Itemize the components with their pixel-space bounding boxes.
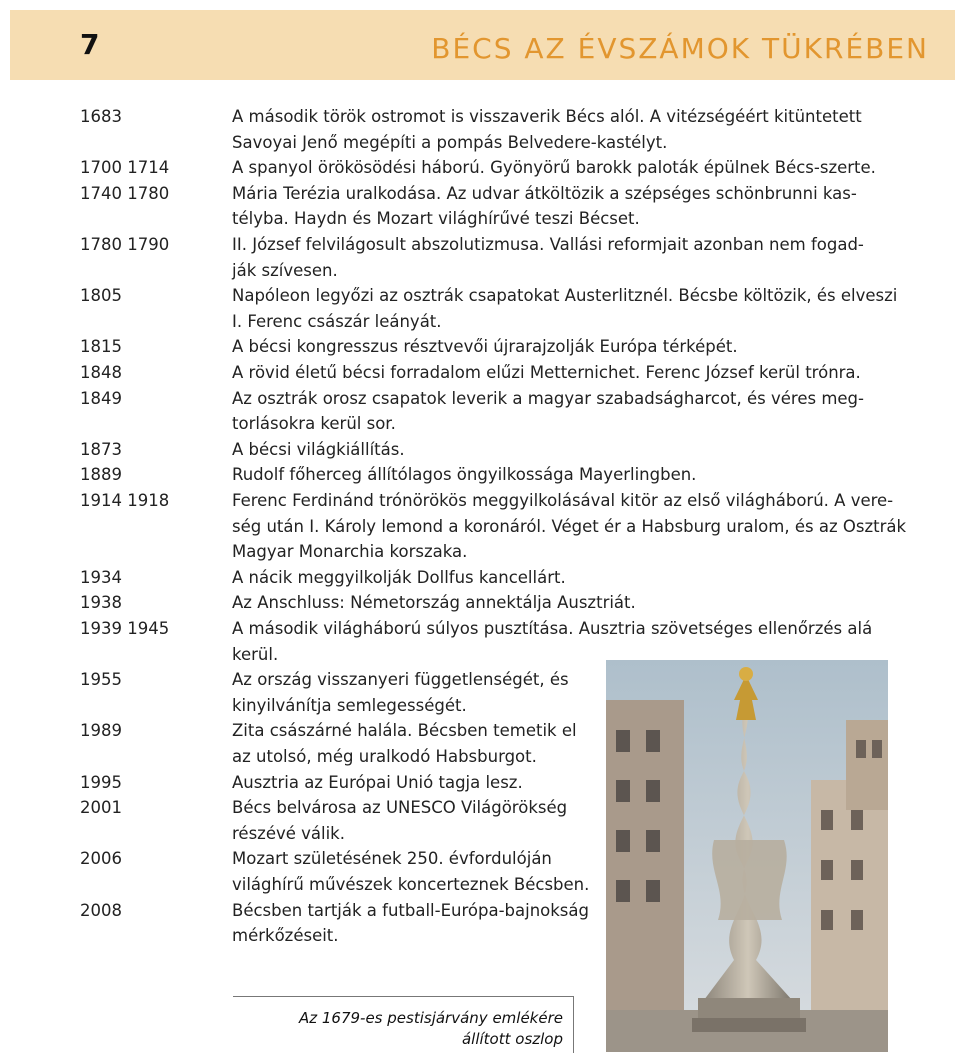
photo-caption-box — [233, 996, 574, 1053]
timeline-year: 1805 — [80, 286, 122, 306]
timeline-description-line: világhírű művészek koncerteznek Bécsben. — [232, 874, 590, 894]
timeline-year: 1683 — [80, 107, 122, 126]
timeline-year: 1889 — [80, 465, 122, 485]
timeline-description-line: II. József felvilágosult abszolutizmusa. Vallási reformjait azonban nem fogad- — [232, 235, 864, 254]
timeline-description — [232, 334, 738, 360]
timeline-description-line: Ferenc Ferdinánd trónörökös meggyilkolásával kitör az első világháború. A vere- — [232, 491, 894, 510]
timeline-description-line: az utolsó, még uralkodó Habsburgot. — [232, 746, 537, 766]
timeline-description-line: I. Ferenc császár leányát. — [232, 311, 442, 331]
caption-line-2: állított oszlop — [461, 1030, 563, 1048]
timeline-description — [232, 898, 589, 949]
page-header — [10, 10, 955, 80]
timeline-description — [232, 386, 864, 437]
timeline-year: 1780 1790 — [80, 235, 170, 254]
timeline-description-line: Bécsben tartják a futball-Európa-bajnokság — [232, 900, 589, 920]
timeline-year: 1938 — [80, 593, 122, 613]
timeline-description — [232, 462, 696, 488]
timeline-description-line: A második világháború súlyos pusztítása. Ausztria szövetséges ellenőrzés alá — [232, 619, 873, 638]
timeline-year: 1914 1918 — [80, 491, 170, 510]
timeline-description — [232, 795, 567, 846]
timeline-description — [232, 104, 862, 155]
timeline-description-line: Zita császárné halála. Bécsben temetik el — [232, 721, 577, 741]
timeline-description-line: A nácik meggyilkolják Dollfus kancellárt. — [232, 567, 566, 587]
timeline-description — [232, 565, 566, 591]
timeline-year: 1939 1945 — [80, 619, 170, 638]
timeline-year: 1740 1780 — [80, 183, 170, 203]
timeline-description-line: Mária Terézia uralkodása. Az udvar átköltözik a szépséges schönbrunni kas- — [232, 183, 857, 203]
timeline-description — [232, 770, 523, 796]
timeline-description-line: kinyilvánítja semlegességét. — [232, 695, 467, 715]
timeline-year: 2001 — [80, 798, 122, 818]
timeline-description-line: részévé válik. — [232, 823, 345, 843]
timeline-description-line: mérkőzéseit. — [232, 926, 339, 946]
page-title: BÉCS AZ ÉVSZÁMOK TÜKRÉBEN — [431, 32, 929, 65]
timeline-description-line: A bécsi kongresszus résztvevői újrarajzolják Európa térképét. — [232, 337, 738, 357]
timeline-description-line: A spanyol örökösödési háború. Gyönyörű barokk paloták épülnek Bécs-szerte. — [232, 158, 876, 178]
timeline-description — [232, 590, 636, 616]
photo-caption — [299, 1008, 563, 1050]
plague-column-photo — [606, 660, 888, 1052]
timeline-year: 1815 — [80, 337, 122, 357]
timeline-description — [232, 846, 589, 897]
timeline-description-line: Savoyai Jenő megépíti a pompás Belvedere-kastélyt. — [232, 132, 668, 152]
timeline-description-line: torlásokra kerül sor. — [232, 414, 396, 434]
timeline-description-line: Magyar Monarchia korszaka. — [232, 542, 468, 562]
timeline-year: 1989 — [80, 721, 122, 741]
timeline-description-line: kerül. — [232, 644, 279, 664]
caption-line-1: Az 1679-es pestisjárvány emlékére — [298, 1009, 563, 1027]
timeline-year: 1995 — [80, 772, 122, 792]
timeline-description — [232, 360, 861, 386]
timeline-description-line: Az Anschluss: Németország annektálja Ausztriát. — [232, 593, 636, 613]
timeline-description — [232, 437, 405, 463]
timeline-year: 2008 — [80, 900, 122, 920]
timeline-description — [232, 667, 569, 718]
plague-column-image — [606, 660, 888, 1052]
timeline-description-line: Napóleon legyőzi az osztrák csapatokat Austerlitznél. Bécsbe költözik, és elveszi — [232, 286, 898, 306]
timeline-description-line: ják szívesen. — [232, 260, 338, 280]
timeline-description-line: A rövid életű bécsi forradalom elűzi Metternichet. Ferenc József kerül trónra. — [232, 363, 861, 382]
timeline-description-line: Az ország visszanyeri függetlenségét, és — [232, 670, 569, 690]
timeline-year: 1955 — [80, 670, 122, 690]
timeline-description-line: télyba. Haydn és Mozart világhírűvé teszi Bécset. — [232, 209, 640, 229]
timeline-description — [232, 232, 864, 283]
timeline-description-line: Ausztria az Európai Unió tagja lesz. — [232, 772, 523, 792]
timeline-year: 1700 1714 — [80, 158, 170, 178]
timeline-description-line: A bécsi világkiállítás. — [232, 439, 405, 459]
timeline-description-line: ség után I. Károly lemond a koronáról. Véget ér a Habsburg uralom, és az Osztrák — [232, 516, 907, 536]
timeline-year: 1849 — [80, 388, 122, 408]
timeline-year: 1873 — [80, 439, 122, 459]
timeline-description-line: A második török ostromot is visszaverik Bécs alól. A vitézségéért kitüntetett — [232, 107, 862, 126]
timeline-description — [232, 488, 906, 565]
timeline-description-line: Rudolf főherceg állítólagos öngyilkossága Mayerlingben. — [232, 465, 697, 485]
timeline-description — [232, 155, 876, 181]
page-number: 7 — [80, 28, 100, 61]
timeline-year: 1934 — [80, 567, 122, 587]
timeline-year: 1848 — [80, 363, 122, 382]
timeline-year: 2006 — [80, 849, 122, 869]
timeline-description — [232, 283, 897, 334]
timeline-description-line: Bécs belvárosa az UNESCO Világörökség — [232, 798, 568, 818]
timeline-description — [232, 718, 577, 769]
timeline-description-line: Mozart születésének 250. évfordulóján — [232, 849, 552, 869]
timeline-description — [232, 181, 857, 232]
timeline-description-line: Az osztrák orosz csapatok leverik a magyar szabadságharcot, és véres meg- — [232, 388, 864, 408]
